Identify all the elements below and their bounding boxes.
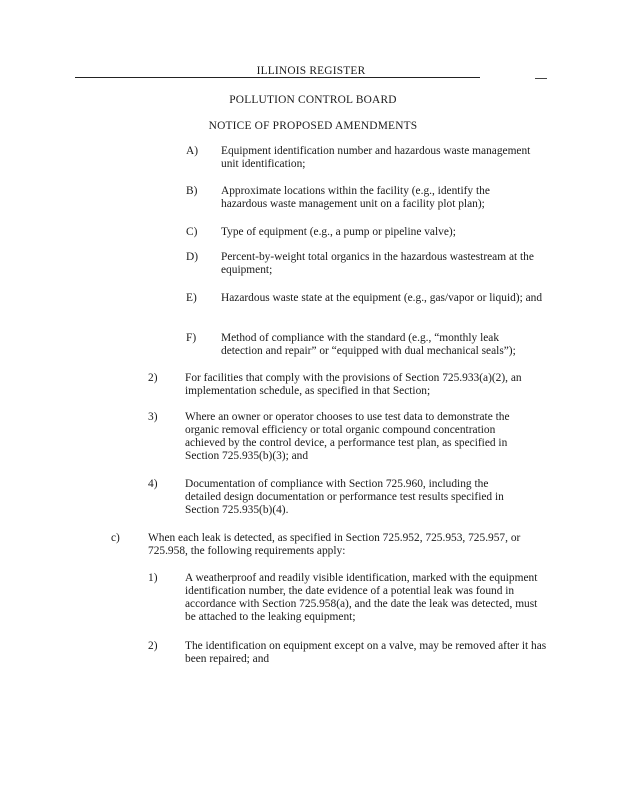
board-title: POLLUTION CONTROL BOARD bbox=[229, 94, 397, 106]
section-text: When each leak is detected, as specified in Section 725.952, 725.953, 725.957, or 725.958, the following requirements apply: bbox=[148, 532, 521, 557]
item-text: Hazardous waste state at the equipment (e.g., gas/vapor or liquid); and bbox=[221, 292, 543, 304]
item-label: 2) bbox=[148, 640, 158, 652]
register-title: ILLINOIS REGISTER bbox=[256, 65, 366, 77]
item-label: A) bbox=[186, 145, 199, 157]
item-text: Documentation of compliance with Section 725.960, including the detailed design documentation or performance test results specified in Section 725.935(b)(4). bbox=[185, 478, 504, 516]
item-text: Approximate locations within the facility (e.g., identify the hazardous waste management unit on a facility plot plan); bbox=[221, 185, 490, 210]
item-label: 1) bbox=[148, 572, 158, 584]
section-label: c) bbox=[111, 532, 120, 544]
item-label: B) bbox=[186, 185, 198, 197]
item-label: 3) bbox=[148, 411, 158, 423]
item-text: The identification on equipment except on a valve, may be removed after it has been repaired; and bbox=[185, 640, 547, 665]
notice-title: NOTICE OF PROPOSED AMENDMENTS bbox=[208, 120, 418, 132]
item-label: F) bbox=[186, 332, 197, 344]
item-label: D) bbox=[186, 251, 199, 263]
item-text: A weatherproof and readily visible identification, marked with the equipment identification number, the date evidence of a potential leak was found in accordance with Section 725.958(a), and the date the leak was detected, must be attached to the leaking equipment; bbox=[185, 572, 538, 623]
item-text: For facilities that comply with the provisions of Section 725.933(a)(2), an implementation schedule, as specified in that Section; bbox=[185, 372, 522, 397]
item-text: Percent-by-weight total organics in the hazardous wastestream at the equipment; bbox=[221, 251, 534, 276]
item-text: Where an owner or operator chooses to use test data to demonstrate the organic removal efficiency or total organic compound concentration achieved by the control device, a performance test plan, as specified in Section 725.935(b)(3); and bbox=[185, 411, 510, 462]
item-text: Type of equipment (e.g., a pump or pipeline valve); bbox=[221, 226, 456, 238]
item-label: E) bbox=[186, 292, 197, 304]
item-label: 2) bbox=[148, 372, 158, 384]
item-label: 4) bbox=[148, 478, 158, 490]
header-rule-mark bbox=[535, 78, 547, 79]
item-text: Equipment identification number and hazardous waste management unit identification; bbox=[221, 145, 531, 170]
item-label: C) bbox=[186, 226, 198, 238]
item-text: Method of compliance with the standard (e.g., “monthly leak detection and repair” or “equipped with dual mechanical seals”); bbox=[221, 332, 516, 357]
